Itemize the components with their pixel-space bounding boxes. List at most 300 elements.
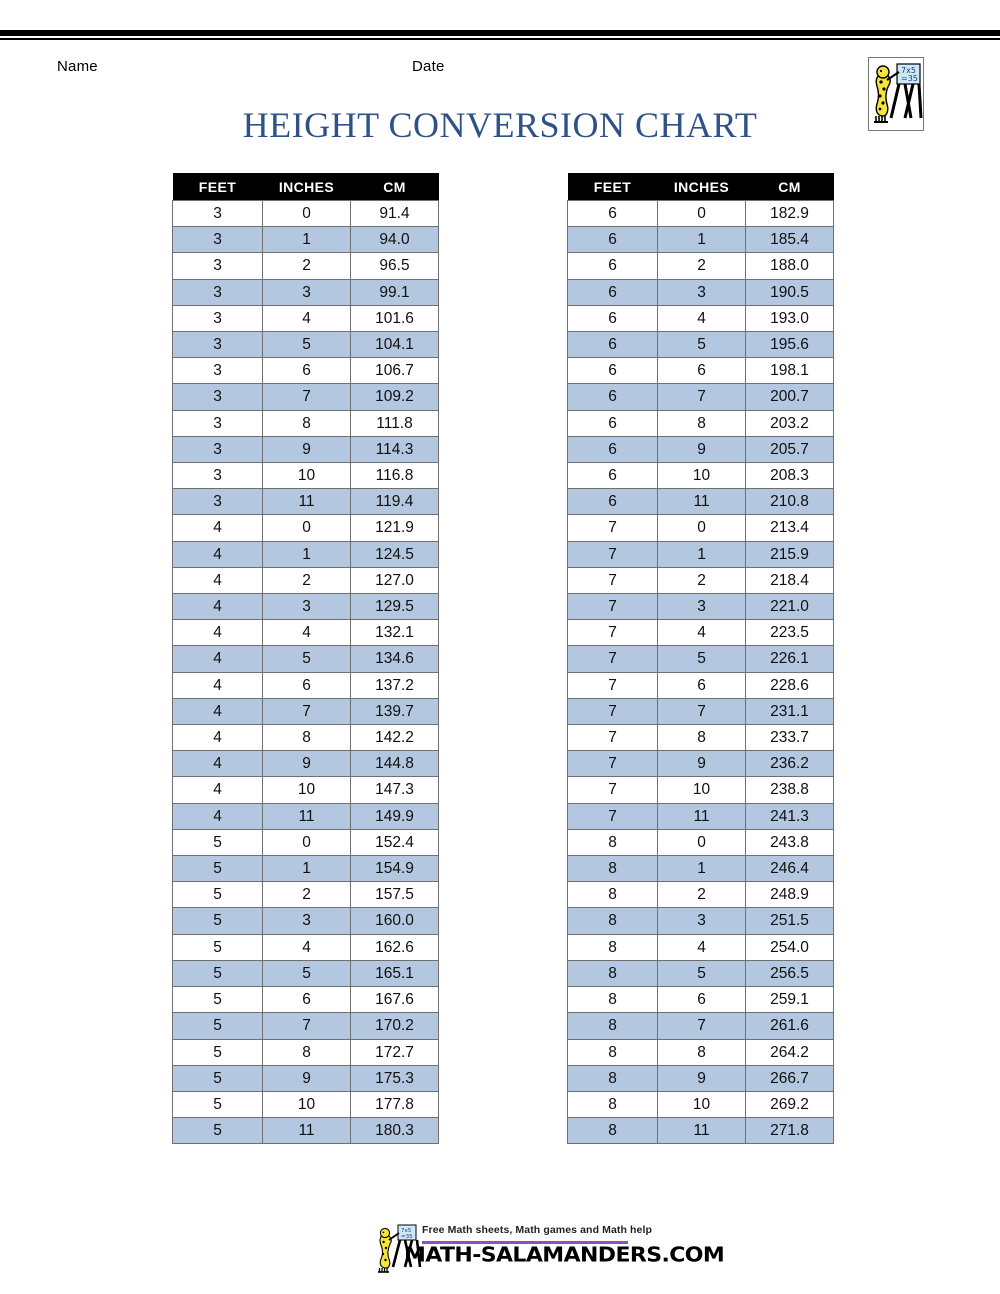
table-row <box>568 436 834 462</box>
cell-cm: 271.8 <box>746 1118 834 1144</box>
cell-feet: 8 <box>568 987 658 1013</box>
table-row <box>568 934 834 960</box>
cell-feet: 6 <box>568 384 658 410</box>
cell-feet: 5 <box>173 882 263 908</box>
cell-cm: 160.0 <box>351 908 439 934</box>
cell-cm: 149.9 <box>351 803 439 829</box>
cell-cm: 124.5 <box>351 541 439 567</box>
cell-cm: 104.1 <box>351 332 439 358</box>
table-row <box>173 987 439 1013</box>
table-row <box>173 201 439 227</box>
table-row <box>568 987 834 1013</box>
cell-inches: 3 <box>658 279 746 305</box>
cell-inches: 8 <box>658 410 746 436</box>
cell-inches: 10 <box>263 1091 351 1117</box>
cell-feet: 3 <box>173 332 263 358</box>
cell-inches: 4 <box>263 934 351 960</box>
cell-cm: 134.6 <box>351 646 439 672</box>
cell-inches: 2 <box>263 567 351 593</box>
cell-cm: 129.5 <box>351 594 439 620</box>
cell-cm: 259.1 <box>746 987 834 1013</box>
table-row <box>568 489 834 515</box>
page-title: HEIGHT CONVERSION CHART <box>242 105 758 145</box>
cell-feet: 7 <box>568 698 658 724</box>
table-row <box>173 594 439 620</box>
cell-feet: 3 <box>173 201 263 227</box>
cell-feet: 8 <box>568 1091 658 1117</box>
cell-inches: 11 <box>263 489 351 515</box>
cell-cm: 213.4 <box>746 515 834 541</box>
conversion-table-right <box>567 173 834 1144</box>
cell-feet: 3 <box>173 384 263 410</box>
table-row <box>568 829 834 855</box>
cell-feet: 5 <box>173 1039 263 1065</box>
cell-feet: 5 <box>173 1013 263 1039</box>
cell-inches: 1 <box>658 541 746 567</box>
cell-feet: 5 <box>173 856 263 882</box>
cell-feet: 4 <box>173 698 263 724</box>
cell-feet: 8 <box>568 1039 658 1065</box>
table-row <box>568 463 834 489</box>
cell-feet: 4 <box>173 777 263 803</box>
footer-branding <box>374 1222 725 1278</box>
column-header-cm: CM <box>746 173 834 201</box>
cell-cm: 165.1 <box>351 960 439 986</box>
cell-cm: 203.2 <box>746 410 834 436</box>
column-header-feet: FEET <box>568 173 658 201</box>
table-row <box>568 908 834 934</box>
table-row <box>568 698 834 724</box>
cell-inches: 2 <box>658 882 746 908</box>
table-row <box>568 1039 834 1065</box>
cell-cm: 251.5 <box>746 908 834 934</box>
table-row <box>173 934 439 960</box>
table-row <box>173 960 439 986</box>
cell-inches: 0 <box>658 515 746 541</box>
cell-cm: 205.7 <box>746 436 834 462</box>
table-row <box>568 803 834 829</box>
cell-inches: 9 <box>658 1065 746 1091</box>
cell-inches: 5 <box>263 332 351 358</box>
table-row <box>568 960 834 986</box>
cell-feet: 6 <box>568 410 658 436</box>
cell-cm: 246.4 <box>746 856 834 882</box>
cell-inches: 9 <box>658 751 746 777</box>
table-row <box>568 358 834 384</box>
cell-cm: 182.9 <box>746 201 834 227</box>
name-label: Name <box>57 58 98 75</box>
table-row <box>173 882 439 908</box>
cell-inches: 1 <box>263 227 351 253</box>
cell-inches: 7 <box>263 1013 351 1039</box>
cell-inches: 7 <box>263 384 351 410</box>
cell-inches: 1 <box>658 856 746 882</box>
table-row <box>568 725 834 751</box>
cell-cm: 210.8 <box>746 489 834 515</box>
cell-feet: 7 <box>568 777 658 803</box>
cell-feet: 3 <box>173 305 263 331</box>
cell-feet: 7 <box>568 803 658 829</box>
column-header-inches: INCHES <box>658 173 746 201</box>
conversion-table-left <box>172 173 439 1144</box>
table-row <box>173 620 439 646</box>
table-row <box>568 1065 834 1091</box>
cell-cm: 193.0 <box>746 305 834 331</box>
table-row <box>173 567 439 593</box>
table-row <box>173 1065 439 1091</box>
cell-inches: 1 <box>263 541 351 567</box>
table-row <box>568 201 834 227</box>
cell-inches: 5 <box>658 960 746 986</box>
cell-feet: 8 <box>568 960 658 986</box>
table-row <box>173 698 439 724</box>
table-row <box>568 882 834 908</box>
table-row <box>173 279 439 305</box>
cell-inches: 0 <box>658 201 746 227</box>
cell-cm: 170.2 <box>351 1013 439 1039</box>
table-row <box>568 620 834 646</box>
cell-inches: 7 <box>658 1013 746 1039</box>
cell-feet: 7 <box>568 751 658 777</box>
table-row <box>173 436 439 462</box>
table-header-row <box>568 173 834 201</box>
cell-cm: 101.6 <box>351 305 439 331</box>
cell-inches: 7 <box>658 384 746 410</box>
cell-feet: 6 <box>568 253 658 279</box>
table-row <box>568 856 834 882</box>
cell-inches: 5 <box>263 646 351 672</box>
svg-text:=35: =35 <box>901 74 918 83</box>
cell-feet: 4 <box>173 725 263 751</box>
cell-feet: 5 <box>173 1091 263 1117</box>
cell-cm: 175.3 <box>351 1065 439 1091</box>
cell-cm: 200.7 <box>746 384 834 410</box>
cell-cm: 198.1 <box>746 358 834 384</box>
cell-inches: 0 <box>263 201 351 227</box>
cell-feet: 8 <box>568 882 658 908</box>
svg-text:=35: =35 <box>401 1234 413 1240</box>
cell-cm: 241.3 <box>746 803 834 829</box>
cell-feet: 8 <box>568 1118 658 1144</box>
table-row <box>568 332 834 358</box>
cell-inches: 5 <box>658 332 746 358</box>
cell-feet: 8 <box>568 829 658 855</box>
table-row <box>173 1039 439 1065</box>
cell-feet: 3 <box>173 463 263 489</box>
cell-feet: 6 <box>568 279 658 305</box>
cell-cm: 221.0 <box>746 594 834 620</box>
table-row <box>568 515 834 541</box>
cell-feet: 7 <box>568 725 658 751</box>
cell-cm: 180.3 <box>351 1118 439 1144</box>
cell-inches: 10 <box>263 463 351 489</box>
table-row <box>568 646 834 672</box>
cell-feet: 3 <box>173 489 263 515</box>
cell-inches: 2 <box>658 253 746 279</box>
cell-feet: 7 <box>568 515 658 541</box>
cell-feet: 3 <box>173 410 263 436</box>
table-row <box>173 1013 439 1039</box>
cell-inches: 2 <box>263 253 351 279</box>
table-row <box>173 305 439 331</box>
table-row <box>568 279 834 305</box>
cell-cm: 139.7 <box>351 698 439 724</box>
cell-cm: 243.8 <box>746 829 834 855</box>
cell-feet: 4 <box>173 594 263 620</box>
cell-cm: 147.3 <box>351 777 439 803</box>
cell-inches: 10 <box>658 777 746 803</box>
cell-feet: 4 <box>173 515 263 541</box>
cell-inches: 0 <box>263 515 351 541</box>
cell-feet: 7 <box>568 567 658 593</box>
cell-cm: 152.4 <box>351 829 439 855</box>
cell-cm: 109.2 <box>351 384 439 410</box>
cell-inches: 6 <box>658 672 746 698</box>
table-row <box>173 410 439 436</box>
worksheet-meta-row <box>0 58 1000 82</box>
table-row <box>173 227 439 253</box>
table-row <box>173 1091 439 1117</box>
cell-cm: 116.8 <box>351 463 439 489</box>
cell-inches: 4 <box>658 620 746 646</box>
table-row <box>173 253 439 279</box>
table-row <box>173 358 439 384</box>
cell-feet: 4 <box>173 751 263 777</box>
cell-inches: 11 <box>658 489 746 515</box>
cell-inches: 0 <box>263 829 351 855</box>
column-header-cm: CM <box>351 173 439 201</box>
cell-cm: 233.7 <box>746 725 834 751</box>
cell-inches: 2 <box>658 567 746 593</box>
cell-feet: 5 <box>173 829 263 855</box>
table-row <box>568 410 834 436</box>
table-row <box>173 777 439 803</box>
svg-text:7x5: 7x5 <box>401 1228 412 1234</box>
cell-feet: 6 <box>568 358 658 384</box>
cell-feet: 5 <box>173 934 263 960</box>
cell-inches: 4 <box>658 305 746 331</box>
date-label: Date <box>412 58 445 75</box>
table-row <box>173 672 439 698</box>
cell-cm: 231.1 <box>746 698 834 724</box>
footer-tagline: Free Math sheets, Math games and Math help <box>422 1224 652 1236</box>
svg-text:7x5: 7x5 <box>901 66 916 75</box>
table-row <box>568 1118 834 1144</box>
cell-cm: 111.8 <box>351 410 439 436</box>
cell-inches: 10 <box>658 1091 746 1117</box>
top-divider <box>0 30 1000 40</box>
cell-cm: 190.5 <box>746 279 834 305</box>
cell-inches: 4 <box>263 305 351 331</box>
cell-cm: 172.7 <box>351 1039 439 1065</box>
cell-cm: 114.3 <box>351 436 439 462</box>
cell-cm: 167.6 <box>351 987 439 1013</box>
cell-inches: 4 <box>263 620 351 646</box>
table-row <box>568 1013 834 1039</box>
cell-inches: 0 <box>658 829 746 855</box>
table-row <box>173 829 439 855</box>
cell-inches: 11 <box>263 803 351 829</box>
cell-feet: 8 <box>568 908 658 934</box>
cell-inches: 5 <box>658 646 746 672</box>
table-row <box>173 332 439 358</box>
table-row <box>173 489 439 515</box>
cell-feet: 5 <box>173 987 263 1013</box>
table-row <box>568 594 834 620</box>
cell-cm: 132.1 <box>351 620 439 646</box>
cell-cm: 269.2 <box>746 1091 834 1117</box>
cell-inches: 9 <box>263 1065 351 1091</box>
table-row <box>173 541 439 567</box>
footer-domain: MATH-SALAMANDERS.COM <box>404 1244 725 1267</box>
cell-inches: 9 <box>263 436 351 462</box>
cell-cm: 157.5 <box>351 882 439 908</box>
cell-feet: 8 <box>568 856 658 882</box>
cell-feet: 5 <box>173 1065 263 1091</box>
table-row <box>568 1091 834 1117</box>
table-row <box>173 1118 439 1144</box>
cell-cm: 218.4 <box>746 567 834 593</box>
cell-cm: 154.9 <box>351 856 439 882</box>
cell-feet: 3 <box>173 227 263 253</box>
table-row <box>568 567 834 593</box>
cell-inches: 5 <box>263 960 351 986</box>
cell-feet: 7 <box>568 541 658 567</box>
cell-inches: 9 <box>263 751 351 777</box>
cell-cm: 144.8 <box>351 751 439 777</box>
cell-inches: 7 <box>263 698 351 724</box>
cell-inches: 3 <box>263 279 351 305</box>
cell-cm: 99.1 <box>351 279 439 305</box>
table-row <box>568 227 834 253</box>
cell-inches: 6 <box>263 358 351 384</box>
cell-cm: 91.4 <box>351 201 439 227</box>
table-row <box>173 908 439 934</box>
cell-cm: 248.9 <box>746 882 834 908</box>
table-row <box>173 463 439 489</box>
cell-cm: 94.0 <box>351 227 439 253</box>
table-row <box>568 384 834 410</box>
cell-inches: 8 <box>263 410 351 436</box>
table-row <box>568 777 834 803</box>
table-row <box>568 541 834 567</box>
cell-feet: 8 <box>568 1013 658 1039</box>
cell-cm: 121.9 <box>351 515 439 541</box>
cell-feet: 4 <box>173 646 263 672</box>
cell-cm: 238.8 <box>746 777 834 803</box>
conversion-table-right-body <box>568 201 834 1144</box>
cell-cm: 261.6 <box>746 1013 834 1039</box>
cell-cm: 142.2 <box>351 725 439 751</box>
cell-feet: 6 <box>568 436 658 462</box>
cell-feet: 5 <box>173 908 263 934</box>
cell-inches: 3 <box>658 908 746 934</box>
cell-cm: 228.6 <box>746 672 834 698</box>
table-row <box>173 725 439 751</box>
cell-feet: 6 <box>568 332 658 358</box>
cell-inches: 10 <box>263 777 351 803</box>
conversion-table-left-wrapper <box>172 173 439 1144</box>
cell-feet: 3 <box>173 436 263 462</box>
cell-inches: 3 <box>658 594 746 620</box>
cell-cm: 195.6 <box>746 332 834 358</box>
cell-cm: 254.0 <box>746 934 834 960</box>
cell-cm: 226.1 <box>746 646 834 672</box>
table-row <box>173 856 439 882</box>
cell-feet: 6 <box>568 227 658 253</box>
cell-cm: 264.2 <box>746 1039 834 1065</box>
table-row <box>568 751 834 777</box>
cell-feet: 7 <box>568 594 658 620</box>
table-row <box>568 305 834 331</box>
cell-cm: 185.4 <box>746 227 834 253</box>
cell-feet: 6 <box>568 489 658 515</box>
cell-cm: 266.7 <box>746 1065 834 1091</box>
table-row <box>173 646 439 672</box>
cell-inches: 4 <box>658 934 746 960</box>
table-row <box>568 672 834 698</box>
cell-inches: 11 <box>658 1118 746 1144</box>
cell-inches: 1 <box>658 227 746 253</box>
cell-feet: 7 <box>568 646 658 672</box>
cell-inches: 2 <box>263 882 351 908</box>
cell-cm: 106.7 <box>351 358 439 384</box>
cell-feet: 6 <box>568 201 658 227</box>
conversion-table-right-wrapper <box>567 173 834 1144</box>
cell-feet: 5 <box>173 960 263 986</box>
table-row <box>173 515 439 541</box>
cell-feet: 3 <box>173 253 263 279</box>
column-header-feet: FEET <box>173 173 263 201</box>
cell-feet: 8 <box>568 1065 658 1091</box>
cell-feet: 6 <box>568 305 658 331</box>
cell-cm: 127.0 <box>351 567 439 593</box>
cell-inches: 6 <box>658 987 746 1013</box>
cell-inches: 11 <box>658 803 746 829</box>
cell-cm: 119.4 <box>351 489 439 515</box>
column-header-inches: INCHES <box>263 173 351 201</box>
cell-inches: 11 <box>263 1118 351 1144</box>
cell-inches: 8 <box>263 725 351 751</box>
table-row <box>173 751 439 777</box>
cell-inches: 8 <box>658 1039 746 1065</box>
cell-cm: 215.9 <box>746 541 834 567</box>
cell-cm: 96.5 <box>351 253 439 279</box>
cell-inches: 3 <box>263 594 351 620</box>
cell-inches: 8 <box>263 1039 351 1065</box>
table-row <box>173 803 439 829</box>
cell-feet: 4 <box>173 672 263 698</box>
cell-inches: 6 <box>263 672 351 698</box>
conversion-table-left-body <box>173 201 439 1144</box>
cell-feet: 3 <box>173 279 263 305</box>
cell-cm: 256.5 <box>746 960 834 986</box>
cell-feet: 3 <box>173 358 263 384</box>
cell-feet: 6 <box>568 463 658 489</box>
cell-feet: 4 <box>173 803 263 829</box>
divider-thin-line <box>0 38 1000 40</box>
table-row <box>568 253 834 279</box>
cell-inches: 8 <box>658 725 746 751</box>
cell-inches: 9 <box>658 436 746 462</box>
cell-feet: 8 <box>568 934 658 960</box>
cell-feet: 7 <box>568 672 658 698</box>
cell-cm: 223.5 <box>746 620 834 646</box>
table-header-row <box>173 173 439 201</box>
cell-feet: 4 <box>173 541 263 567</box>
cell-feet: 5 <box>173 1118 263 1144</box>
cell-feet: 7 <box>568 620 658 646</box>
